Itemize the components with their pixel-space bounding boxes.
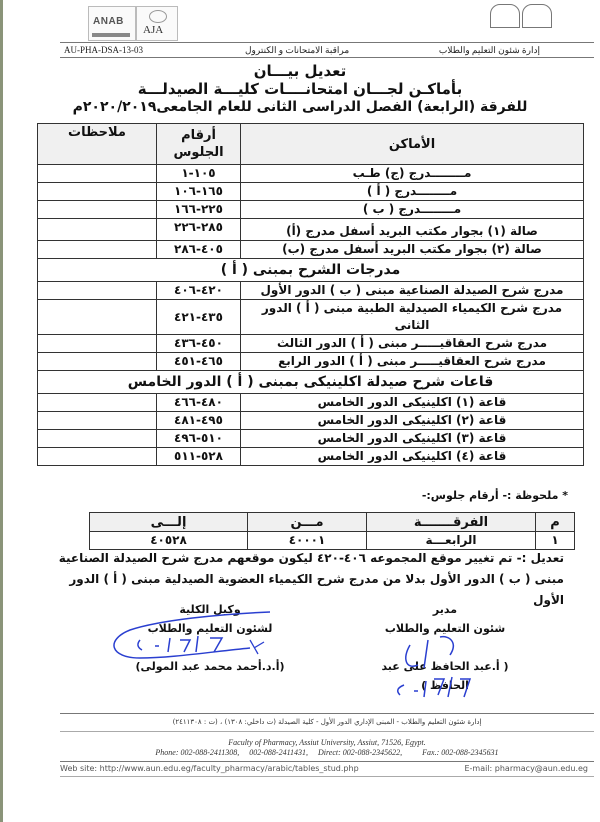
table-row <box>38 165 584 183</box>
num-cell: ١ <box>536 532 575 550</box>
section-row <box>38 371 584 394</box>
place-cell: قاعة (٢) اكلينيكى الدور الخامس <box>241 412 584 430</box>
section-title-lecture-halls: مدرجات الشرح بمبنى ( أ ) <box>38 259 584 282</box>
doc-subtitle: بأماكـن لجـــان امتحانــــات كليـــة الصيدلـــة <box>137 80 463 98</box>
seat-range-cell: ٤٣٥-٤٢١ <box>157 300 241 335</box>
header-seats: أرقام الجلوس <box>157 124 241 165</box>
notes-cell <box>38 300 157 335</box>
footer-divider <box>60 731 594 732</box>
table-row <box>38 335 584 353</box>
seat-numbers-table <box>89 512 575 550</box>
notes-cell <box>38 353 157 371</box>
table-row <box>38 219 584 241</box>
aja-seal-icon <box>149 10 167 23</box>
table-row <box>38 430 584 448</box>
signature-stroke <box>114 612 270 658</box>
doc-title: تعديل بيـــان <box>253 62 347 80</box>
header-from: مـــن <box>248 513 367 532</box>
notes-cell <box>38 165 157 183</box>
dean-title: وكيل الكلية <box>179 603 241 616</box>
doc-code: AU-PHA-DSA-13-03 <box>64 45 143 55</box>
assiut-university-logo <box>488 4 554 30</box>
header-notes: ملاحظات <box>38 124 157 165</box>
university-arch-icon <box>522 4 552 28</box>
director-title: مدير <box>432 603 458 616</box>
seat-numbers-note: * ملحوظة :- أرقام جلوس:- <box>421 489 568 502</box>
table-row <box>38 300 584 335</box>
place-cell: قاعة (٣) اكلينيكى الدور الخامس <box>241 430 584 448</box>
signature-mark <box>250 640 264 654</box>
table-row <box>38 448 584 466</box>
table-row <box>38 353 584 371</box>
seat-range-cell: ٥٢٨-٥١١ <box>157 448 241 466</box>
notes-cell <box>38 412 157 430</box>
seat-range-cell: ٤٢٠-٤٠٦ <box>157 282 241 300</box>
notes-cell <box>38 201 157 219</box>
footer-divider-web <box>60 761 594 762</box>
university-arch-icon <box>490 4 520 28</box>
header-year: الفرقـــــــة <box>367 513 536 532</box>
notes-cell <box>38 282 157 300</box>
amendment-line-2: مبنى ( ب ) الدور الأول بدلا من مدرج شرح الكيمياء العضوية الصيدلية مبنى ( أ ) الدور الأول <box>69 572 564 607</box>
notes-cell <box>38 448 157 466</box>
header-to: إلـــى <box>90 513 248 532</box>
table-header-row <box>38 124 584 165</box>
director-title-dept: شئون التعليم والطلاب <box>384 622 506 635</box>
seat-range-cell: ٥١٠-٤٩٦ <box>157 430 241 448</box>
seat-range-cell: ٢٢٥-١٦٦ <box>157 201 241 219</box>
place-cell: مــــــــدرج (ج) طـب <box>241 165 584 183</box>
footer-divider-bottom <box>60 776 594 777</box>
table-row <box>38 282 584 300</box>
place-cell: مدرج شرح العقاقيـــــر مبنى ( أ ) الدور الرابع <box>241 353 584 371</box>
footer-website-link[interactable]: Web site: http://www.aun.edu.eg/faculty_pharmacy/arabic/tables_stud.php <box>60 764 359 773</box>
header-places: الأماكن <box>241 124 584 165</box>
footer-divider-top <box>60 713 594 714</box>
signature-stroke <box>406 637 453 668</box>
director-name: ( أ.عبد الحافظ على عبد الحافظ ) <box>381 660 509 692</box>
aja-logo-text: AJA <box>143 24 164 36</box>
header-num: م <box>536 513 575 532</box>
section-title-clinical-halls: قاعات شرح صيدلة اكلينيكى بمبنى ( أ ) الدور الخامس <box>38 371 584 394</box>
handwritten-date-stroke <box>398 677 470 697</box>
place-cell: صالة (٢) بجوار مكتب البريد أسفل مدرج (ب) <box>241 241 584 259</box>
table-row <box>38 201 584 219</box>
anab-logo-bar <box>92 33 130 37</box>
notes-cell <box>38 183 157 201</box>
place-cell: مدرج شرح الكيمياء الصيدلية الطبية مبنى ( أ ) الدور الثانى <box>241 300 584 335</box>
section-row <box>38 259 584 282</box>
amendment-line-1: تعديل :- تم تغيير موقع المجموعه ٤٠٦-٤٢٠ ليكون موقعهم مدرج شرح الصيدلة الصناعية <box>58 551 564 565</box>
handwritten-date-stroke <box>138 636 222 652</box>
director-handwritten-signature <box>380 615 500 705</box>
table-header-row <box>90 513 575 532</box>
header-divider-bottom <box>60 57 594 58</box>
seat-range-cell: ٢٨٥-٢٢٦ <box>157 219 241 241</box>
place-cell: مــــــــدرج ( ب ) <box>241 201 584 219</box>
footer-phones: Phone: 002-088-2411308, 002-088-2411431, Direct: 002-088-2345622, Fax.: 002-088-2345631 <box>155 748 499 757</box>
table-row <box>38 394 584 412</box>
from-cell: ٤٠٠٠١ <box>248 532 367 550</box>
place-cell: قاعة (٤) اكلينيكى الدور الخامس <box>241 448 584 466</box>
footer-email-link[interactable]: E-mail: pharmacy@aun.edu.eg <box>464 764 588 773</box>
seat-range-cell: ٤٥٠-٤٣٦ <box>157 335 241 353</box>
exam-locations-table <box>37 123 584 466</box>
seat-range-cell: ١٠٥-١ <box>157 165 241 183</box>
seat-range-cell: ٤٨٠-٤٦٦ <box>157 394 241 412</box>
seat-range-cell: ٤٩٥-٤٨١ <box>157 412 241 430</box>
notes-cell <box>38 430 157 448</box>
table-row <box>38 183 584 201</box>
table-row <box>38 412 584 430</box>
notes-cell <box>38 241 157 259</box>
scan-edge <box>0 0 3 822</box>
header-divider <box>60 42 594 43</box>
table-row <box>90 532 575 550</box>
notes-cell <box>38 219 157 241</box>
doc-subtitle-year: للفرقة (الرابعة) الفصل الدراسى الثانى للعام الجامعى٢٠٢٠/٢٠١٩م <box>72 99 528 115</box>
dean-name: (أ.د.أحمد محمد عبد المولى) <box>135 660 285 673</box>
anab-logo-text: ANAB <box>93 16 124 27</box>
seat-range-cell: ٤٦٥-٤٥١ <box>157 353 241 371</box>
dean-title-dept: لشئون التعليم والطلاب <box>147 622 273 635</box>
footer-english-address: Faculty of Pharmacy, Assiut University, Assiut, 71526, Egypt. <box>228 738 426 747</box>
place-cell: صالة (١) بجوار مكتب البريد أسفل مدرج (أ) <box>241 219 584 241</box>
year-cell: الرابعـــة <box>367 532 536 550</box>
place-cell: قاعة (١) اكلينيكى الدور الخامس <box>241 394 584 412</box>
dean-handwritten-signature <box>100 600 290 670</box>
footer-arabic-address: إدارة شئون التعليم والطلاب - المبنى الإداري الدور الأول - كلية الصيدلة (ت داخلي: ١٣٠٨) ، (ت : ٢٤١١٣٠٨) <box>172 718 482 726</box>
notes-cell <box>38 335 157 353</box>
to-cell: ٤٠٥٢٨ <box>90 532 248 550</box>
header-right-label: إدارة شئون التعليم والطلاب <box>438 45 540 55</box>
place-cell: مدرج شرح العقاقيـــــر مبنى ( أ ) الدور الثالث <box>241 335 584 353</box>
seat-range-cell: ١٦٥-١٠٦ <box>157 183 241 201</box>
seat-range-cell: ٤٠٥-٢٨٦ <box>157 241 241 259</box>
anab-logo <box>88 6 136 41</box>
notes-cell <box>38 394 157 412</box>
place-cell: مــــــــدرج ( أ ) <box>241 183 584 201</box>
header-center-label: مراقبة الامتحانات و الكنترول <box>245 45 350 55</box>
place-cell: مدرج شرح الصيدلة الصناعية مبنى ( ب ) الدور الأول <box>241 282 584 300</box>
aja-logo <box>136 6 178 41</box>
table-row <box>38 241 584 259</box>
